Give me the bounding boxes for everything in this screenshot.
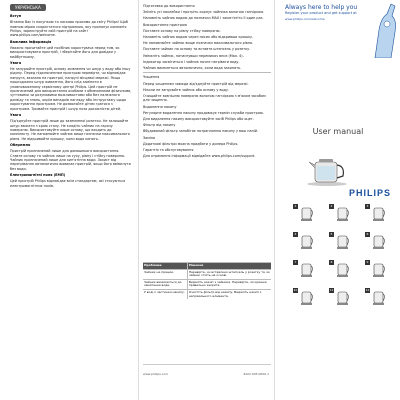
section-heading: Увага bbox=[10, 60, 22, 65]
figure-step bbox=[294, 260, 315, 278]
cover-panel bbox=[274, 0, 400, 400]
figure-step bbox=[330, 260, 351, 278]
kettle-step-icon bbox=[371, 232, 387, 250]
figure-step bbox=[365, 288, 387, 306]
table-header-row bbox=[143, 262, 271, 269]
instruction-line: Очищайте зовнішню поверхню вологою ганчіркою з м'яким засобом для чищення. bbox=[143, 94, 266, 103]
figure-number: 1 bbox=[294, 204, 297, 208]
philips-logo: PHILIPS bbox=[348, 188, 391, 198]
figure-step bbox=[329, 288, 351, 306]
hand-illustration bbox=[369, 0, 399, 58]
instruction-line: Для отримання інформації відвідайте www.philips.com/support. bbox=[143, 154, 256, 159]
instruction-line: Не наповнюйте чайник вище позначки максимального рівня. bbox=[143, 41, 254, 46]
figure-step bbox=[366, 260, 387, 278]
kettle-step-icon bbox=[371, 204, 387, 222]
figure-number: 6 bbox=[366, 232, 369, 236]
language-tab: УКРАЇНСЬКА bbox=[10, 4, 46, 11]
figure-number: 12 bbox=[365, 288, 370, 292]
instruction-line: Поставте основу на рівну стійку поверхню. bbox=[143, 28, 221, 33]
figure-step bbox=[366, 204, 387, 222]
figure-number: 9 bbox=[366, 260, 369, 264]
figure-number: 11 bbox=[329, 288, 334, 292]
figure-step bbox=[366, 232, 387, 250]
divider bbox=[143, 72, 271, 73]
kettle-step-icon bbox=[371, 260, 387, 278]
kettle-step-icon bbox=[299, 204, 315, 222]
instruction-line: Наповніть чайник водою до позначки MAX і закип'ятіть її один раз. bbox=[143, 16, 264, 21]
instruction-line: Фільтр від накипу bbox=[143, 123, 176, 128]
instruction-line: Гарантія та обслуговування bbox=[143, 148, 194, 153]
section-heading: Вступ bbox=[10, 14, 22, 18]
table-header-solution: Рішення bbox=[188, 263, 204, 267]
section-heading: Електромагнітні поля (ЕМП) bbox=[10, 172, 66, 177]
paragraph: Пристрій призначений лише для домашнього використання. Ставте основу та чайник лише на суху, рівну і стійку поверхню. Чайник призначений лише для кип'ятіння води. Захист від перегрівання автоматично вимикає пристрій, якщо його ввімкнути без води. bbox=[10, 149, 131, 171]
instruction-line: Ніколи не занурюйте чайник або основу у воду. bbox=[143, 87, 229, 92]
ukrainian-text-panel bbox=[0, 0, 138, 400]
cleaning-section bbox=[143, 75, 271, 158]
instructions-text bbox=[143, 4, 271, 394]
figure-step bbox=[293, 288, 315, 306]
instruction-line: Заміна bbox=[143, 135, 156, 140]
instruction-line: Для видалення накипу використовуйте засіб Philips або оцет. bbox=[143, 117, 254, 122]
table-row bbox=[143, 289, 271, 299]
table-cell: Чайник вимикається до закипання води. bbox=[143, 280, 188, 289]
table-cell: Очистіть фільтр від накипу. Видаліть накип з нагрівального елемента. bbox=[188, 289, 262, 298]
paragraph: Не занурюйте пристрій, основу живлення чи шнур у воду або іншу рідину. Перед підключенням пристрою перевірте, чи відповідає напруга, вказана на пристрої, напрузі місцевої мережі. Якщо пошкоджено шнур живлення, його слід замінити в уповноваженому сервісному центрі Philips. Цей пристрій не призначений для використання особами з обмеженими фізичними, чуттєвими чи розумовими можливостями або без належного досвіду та знань, окрім випадків нагляду або інструктажу щодо користування пристроєм. Не дозволяйте дітям гратися з пристроєм. Тримайте пристрій і шнур поза досяжністю дітей. bbox=[10, 67, 132, 111]
document-code: 4222.005.0000.1 bbox=[243, 372, 269, 376]
kettle-step-icon bbox=[335, 232, 351, 250]
figure-number: 10 bbox=[293, 288, 298, 292]
table-cell: У воді є частинки накипу. bbox=[143, 290, 188, 299]
instruction-line: Увімкніть чайник, натиснувши перемикач вниз (Мал. 4). bbox=[143, 53, 244, 58]
paragraph: Під'єднуйте пристрій лише до заземленої розетки. Не залишайте шнур звисати з краю столу. Не кладіть чайник на гарячу поверхню. Використовуйте лише основу, що входить до комплекту. Не наповнюйте чайник вище позначки максимального рівня. Не відкривайте кришку, коли вода кипить. bbox=[10, 119, 130, 141]
kettle-step-icon bbox=[371, 288, 387, 306]
figure-step bbox=[294, 232, 315, 250]
table-row bbox=[143, 269, 271, 279]
kettle-step-icon bbox=[335, 204, 351, 222]
figure-number: 3 bbox=[366, 204, 369, 208]
kettle-step-icon bbox=[335, 288, 351, 306]
support-url: www.philips.com/welcome bbox=[285, 17, 325, 21]
table-header-problem: Проблема bbox=[143, 263, 188, 269]
instructions-panel bbox=[138, 0, 275, 400]
instruction-line: Додаткові фільтри можна придбати у дилера Philips. bbox=[143, 141, 239, 146]
table-cell: Перевірте, чи вставлено штепсель у розетку та чи чайник стоїть на основі. bbox=[188, 269, 270, 278]
paragraph: Вітаємо Вас із покупкою та ласкаво просимо до світу Philips! Щоб повною мірою скористатися підтримкою, яку пропонує компанія Philips, зареєструйте свій пристрій на сайті www.philips.com/welcome. bbox=[10, 20, 129, 38]
instruction-line: Видалення накипу bbox=[143, 104, 177, 109]
section-heading: Увага bbox=[10, 112, 22, 117]
kettle-step-icon bbox=[299, 232, 315, 250]
instruction-line: Вбудований фільтр запобігає потраплянню накипу у ваш напій. bbox=[143, 129, 259, 134]
tagline: Always here to help you bbox=[285, 4, 358, 11]
figure-step bbox=[330, 204, 351, 222]
footer-url: www.philips.com bbox=[143, 372, 169, 376]
paragraph: Цей пристрій Philips відповідає всім стандартам, які стосуються електромагнітних полів. bbox=[10, 179, 126, 188]
instruction-line: Чайник вимкнеться автоматично, коли вода закипить. bbox=[143, 66, 242, 71]
paragraph: Уважно прочитайте цей посібник користувача перед тим, як використовувати пристрій, і зберігайте його для довідки у майбутньому. bbox=[10, 45, 120, 59]
figure-number: 4 bbox=[294, 232, 297, 236]
section-heading: Обережно bbox=[10, 142, 31, 147]
instruction-line: Перед чищенням завжди від'єднуйте пристрій від мережі. bbox=[143, 81, 249, 86]
support-caption: Register your product and get support at bbox=[285, 11, 357, 15]
figure-step bbox=[294, 204, 315, 222]
figure-step bbox=[330, 232, 351, 250]
instruction-line: Використання пристрою bbox=[143, 22, 187, 27]
fold-line bbox=[143, 364, 271, 365]
instruction-line: Зніміть усі наклейки і протріть корпус чайника вологою ганчіркою. bbox=[143, 10, 265, 15]
figure-number: 7 bbox=[294, 260, 297, 264]
instruction-line: Регулярне видалення накипу продовжує термін служби пристрою. bbox=[143, 110, 264, 115]
instruction-line: Індикатор засвітиться і чайник почне нагрівати воду. bbox=[143, 59, 240, 64]
table-cell: Чайник не працює. bbox=[143, 270, 188, 279]
instruction-line: Чищення bbox=[143, 75, 160, 80]
kettle-step-icon bbox=[335, 260, 351, 278]
instruction-line: Наповніть чайник водою через носик або відкривши кришку. bbox=[143, 35, 254, 40]
usage-section bbox=[143, 4, 271, 70]
table-cell: Видаліть накип з чайника. Перевірте, чи кришка правильно закрита. bbox=[188, 279, 267, 288]
kettle-illustration bbox=[299, 156, 355, 186]
user-manual-title: User manual bbox=[312, 127, 364, 136]
section-heading: Важлива інформація bbox=[10, 39, 52, 44]
troubleshooting-table bbox=[143, 262, 271, 299]
figure-number: 5 bbox=[330, 232, 333, 236]
kettle-step-icon bbox=[299, 288, 315, 306]
body-text bbox=[10, 14, 132, 394]
kettle-step-icon bbox=[299, 260, 315, 278]
instruction-line: Підготовка до використання bbox=[143, 4, 195, 8]
instruction-line: Поставте чайник на основу та вставте штепсель у розетку. bbox=[143, 47, 251, 52]
figure-number: 2 bbox=[330, 204, 333, 208]
table-row bbox=[143, 279, 271, 289]
figure-number: 8 bbox=[330, 260, 333, 264]
